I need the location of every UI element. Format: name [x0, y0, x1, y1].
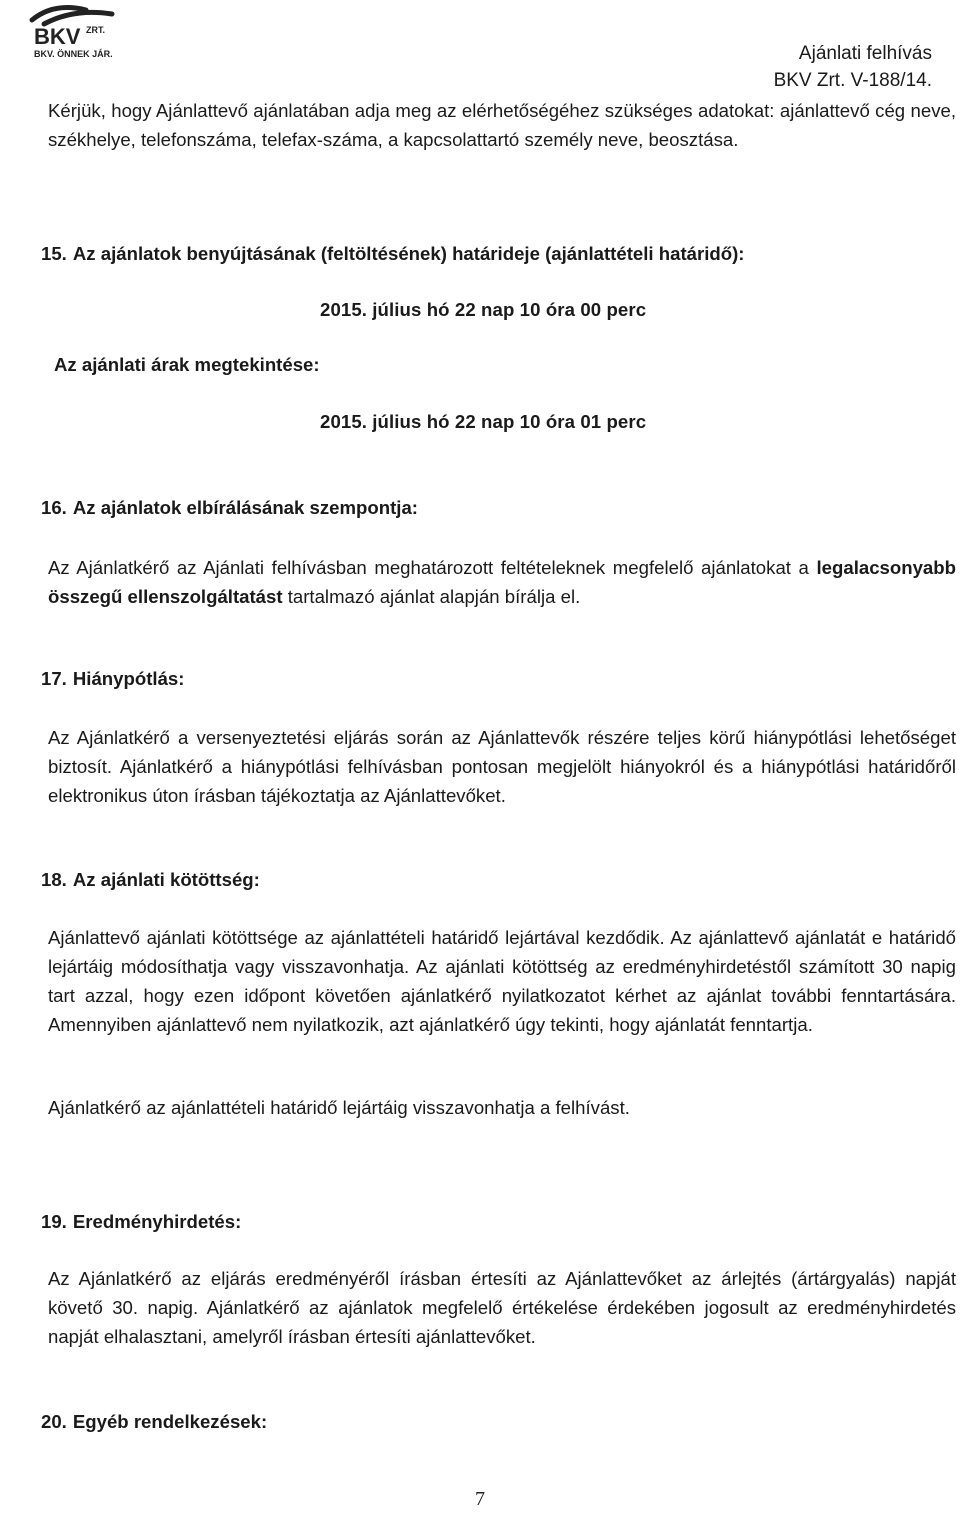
bold-phrase: legalacsonyabb összegű ellenszolgáltatást: [48, 557, 956, 607]
section-18-heading: [41, 866, 260, 894]
document-header: [774, 40, 932, 94]
section-title: Egyéb rendelkezések:: [72, 1411, 268, 1432]
bkv-logo: [24, 0, 134, 62]
text-part: Az Ajánlatkérő az Ajánlati felhívásban meghatározott feltételeknek megfelelő ajánlatokat a: [48, 557, 817, 578]
logo-suffix: ZRT.: [86, 25, 105, 35]
page-number: 7: [475, 1488, 485, 1510]
section-16-heading: [41, 494, 418, 522]
section-number: 17.: [41, 668, 67, 689]
section-16-paragraph: [48, 553, 956, 611]
doc-ref: BKV Zrt. V-188/14.: [773, 70, 932, 91]
section-18-paragraph: Ajánlattevő ajánlati kötöttsége az ajánlattételi határidő lejártával kezdődik. Az ajánlattevő ajánlatát e határidő lejártáig módosíthatja vagy visszavonhatja. Az ajánlati kötöttség az eredményhirdetéstől számított 30 napig tart azzal, hogy ezen időpont követően ajánlatkérő nyilatkozatot kérhet az ajánlat további fenntartására. Amennyiben ajánlattevő nem nyilatkozik, azt ajánlatkérő úgy tekinti, hogy ajánlatát fenntartja.: [48, 927, 956, 1035]
submission-deadline: 2015. július hó 22 nap 10 óra 00 perc: [320, 299, 647, 320]
section-number: 19.: [41, 1211, 67, 1232]
intro-paragraph: Kérjük, hogy Ajánlattevő ajánlatában adja meg az elérhetőségéhez szükséges adatokat: ajánlattevő cég neve, székhelye, telefonszáma, telefax-száma, a kapcsolattartó személy neve, beosztása.: [48, 100, 956, 150]
section-17-paragraph: Az Ajánlatkérő a versenyeztetési eljárás során az Ajánlattevők részére teljes körű hiánypótlási lehetőséget biztosít. Ajánlatkérő a hiánypótlási felhívásban pontosan megjelölt hiányokról és a hiánypótlási határidőről elektronikus úton írásban tájékoztatja az Ajánlattevőket.: [48, 727, 956, 806]
section-18-paragraph-2: Ajánlatkérő az ajánlattételi határidő lejártáig visszavonhatja a felhívást.: [48, 1097, 630, 1118]
section-17-heading: [41, 665, 184, 693]
section-19-paragraph: Az Ajánlatkérő az eljárás eredményéről írásban értesíti az Ajánlattevőket az árlejtés (ártárgyalás) napját követő 30. napig. Ajánlatkérő az ajánlatok megfelelő értékelése érdekében jogosult az eredményhirdetés napját elhalasztani, amelyről írásban értesíti ajánlattevőket.: [48, 1268, 956, 1347]
section-title: Az ajánlati kötöttség:: [72, 869, 260, 890]
price-opening-label: Az ajánlati árak megtekintése:: [54, 354, 320, 375]
section-number: 20.: [41, 1411, 67, 1432]
section-20-heading: [41, 1408, 267, 1436]
section-title: Az ajánlatok elbírálásának szempontja:: [72, 497, 418, 518]
doc-title: Ajánlati felhívás: [798, 43, 932, 64]
section-title: Az ajánlatok benyújtásának (feltöltésének) határideje (ajánlattételi határidő):: [72, 243, 745, 264]
section-title: Eredményhirdetés:: [72, 1211, 242, 1232]
section-19-heading: [41, 1208, 241, 1236]
logo-slogan: BKV. ÖNNEK JÁR.: [34, 49, 113, 59]
logo-wordmark: BKV: [34, 24, 81, 49]
section-number: 18.: [41, 869, 67, 890]
section-number: 16.: [41, 497, 67, 518]
section-number: 15.: [41, 243, 67, 264]
price-opening-time: 2015. július hó 22 nap 10 óra 01 perc: [320, 411, 647, 432]
section-15-heading: [41, 240, 744, 268]
section-title: Hiánypótlás:: [72, 668, 185, 689]
text-part: tartalmazó ajánlat alapján bírálja el.: [282, 586, 581, 607]
